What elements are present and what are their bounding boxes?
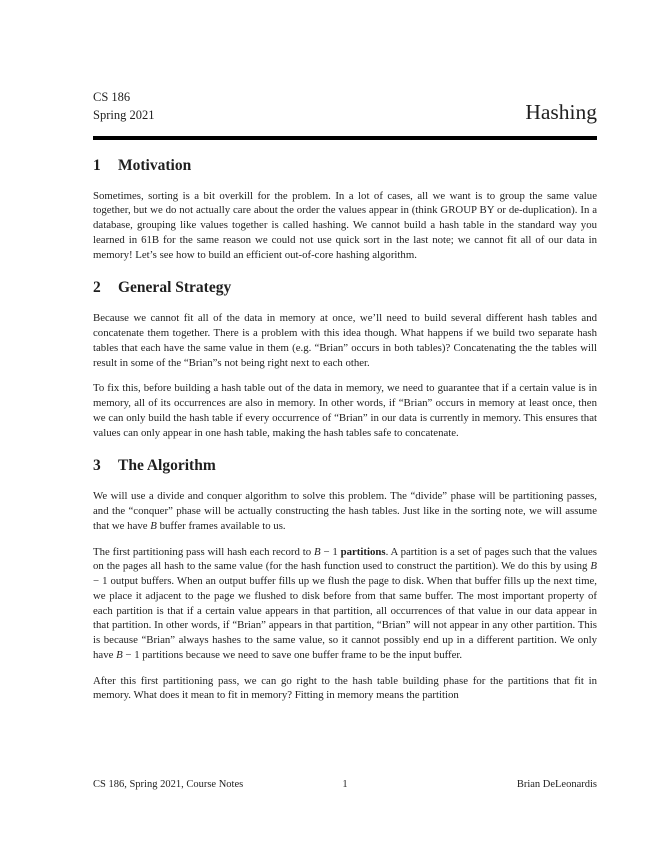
section-title: Motivation bbox=[118, 156, 192, 174]
footer-page-number: 1 bbox=[342, 779, 348, 790]
section-title: General Strategy bbox=[118, 279, 232, 297]
document-title: Hashing bbox=[525, 99, 597, 124]
footer-author: Brian DeLeonardis bbox=[516, 779, 597, 790]
section-heading bbox=[93, 156, 597, 176]
footer-course-info: CS 186, Spring 2021, Course Notes bbox=[93, 779, 244, 790]
section-number: 3 bbox=[93, 457, 101, 475]
section-the-algorithm bbox=[93, 456, 597, 703]
paragraph: Sometimes, sorting is a bit overkill for the problem. In a lot of cases, all we want is to group the same value together, but we do not actually care about the order the values appear in (think GROUP BY or de-duplication). In a database, grouping like values together is called hashing. We cannot build a hash table in the standard way you learned in 61B for the same reason we could not use quick sort in the last note; we cannot fit all of our data in memory! Let’s see how to build an efficient out-of-core hashing algorithm. bbox=[93, 189, 597, 261]
section-heading bbox=[93, 456, 597, 476]
page-footer bbox=[93, 779, 597, 790]
paragraph: The first partitioning pass will hash each record to B − 1 partitions. A partition is a set of pages such that the values on the pages all hash to the same value (for the hash function used to construct the partition). We do this by using B − 1 output buffers. When an output buffer fills up we flush the page to disk. When that buffer fills up the next time, we place it adjacent to the page we flushed to disk before from that same buffer. The most important property of each partition is that if a certain value appears in that partition, all occurrences of that value in our data appear in that partition. In other words, if “Brian” appears in that partition, “Brian” will not appear in any other partition. This is because “Brian” always hashes to the same value, so it cannot possibly end up in a different partition. We only have B − 1 partitions because we need to save one buffer frame to be the input buffer. bbox=[93, 545, 597, 661]
course-code: CS 186 bbox=[93, 90, 131, 104]
paragraph: Because we cannot fit all of the data in memory at once, we’ll need to build several different hash tables and concatenate them together. There is a problem with this idea though. What happens if we build two separate hash tables that each have the same value in them (e.g. “Brian” occurs in both tables)? Concatenating the the tables will result in some of the “Brian”s not being right next to each other. bbox=[93, 312, 597, 369]
paragraph: To fix this, before building a hash table out of the data in memory, we need to guarantee that if a certain value is in memory, all of its occurrences are also in memory. In other words, if “Brian” occurs in memory at least once, then we can only build the hash table if every occurrence of “Brian” in our data is currently in memory. This ensures that values can only appear in one hash table, making the hash tables safe to concatenate. bbox=[93, 382, 597, 439]
section-number: 1 bbox=[93, 156, 101, 174]
section-general-strategy bbox=[93, 278, 597, 440]
paragraph: We will use a divide and conquer algorithm to solve this problem. The “divide” phase will be partitioning passes, and the “conquer” phase will be actually constructing the hash tables. Just like in the sorting note, we will assume that we have B buffer frames available to us. bbox=[93, 490, 597, 532]
section-heading bbox=[93, 278, 597, 298]
section-title: The Algorithm bbox=[118, 457, 216, 475]
page-header bbox=[93, 88, 597, 124]
header-rule bbox=[93, 136, 597, 140]
section-motivation bbox=[93, 156, 597, 263]
course-term: Spring 2021 bbox=[93, 108, 155, 122]
section-number: 2 bbox=[93, 279, 101, 297]
course-block bbox=[93, 88, 154, 124]
paragraph: After this first partitioning pass, we can go right to the hash table building phase for the partitions that fit in memory. What does it mean to fit in memory? Fitting in memory means the partition bbox=[93, 674, 597, 702]
